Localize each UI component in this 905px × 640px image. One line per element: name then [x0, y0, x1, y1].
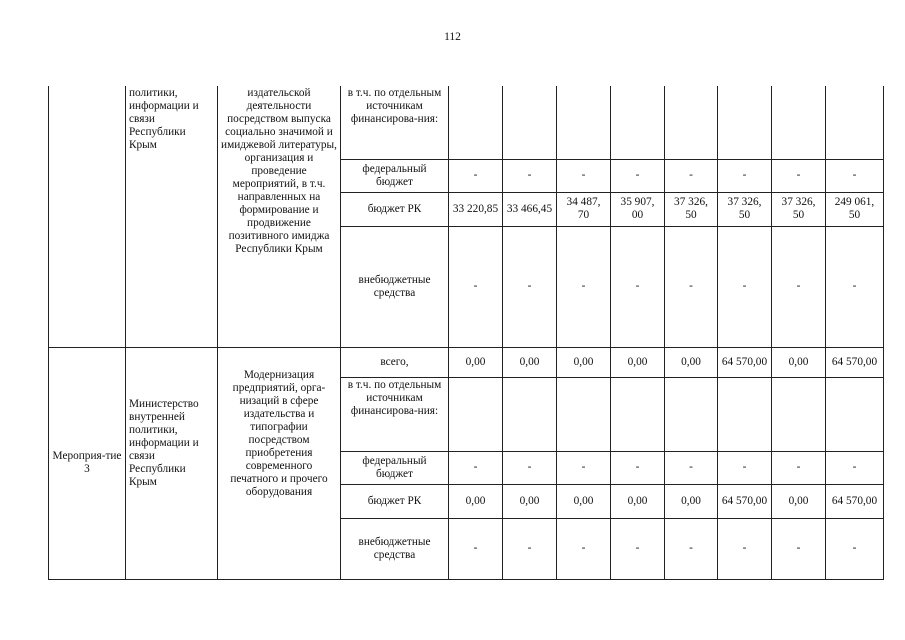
value-cell: [718, 86, 772, 159]
value-cell: -: [557, 226, 611, 347]
value-cell: [665, 377, 718, 451]
value-cell: -: [611, 159, 665, 192]
value-cell: 0,00: [503, 347, 557, 377]
value-cell: -: [557, 159, 611, 192]
value-cell: 0,00: [449, 347, 503, 377]
value-cell: -: [449, 159, 503, 192]
value-cell: 64 570,00: [718, 347, 772, 377]
value-cell: [665, 86, 718, 159]
value-cell: -: [557, 518, 611, 579]
value-cell: [449, 377, 503, 451]
value-cell: [772, 377, 826, 451]
value-cell: -: [503, 518, 557, 579]
source-cell: бюджет РК: [341, 484, 449, 518]
value-cell: -: [772, 159, 826, 192]
source-cell: всего,: [341, 347, 449, 377]
source-cell: федеральный бюджет: [341, 159, 449, 192]
executor-cell: [126, 347, 218, 579]
executor-cell: политики, информации и связи Республики Крым: [126, 86, 218, 347]
value-cell: 0,00: [772, 484, 826, 518]
budget-table: [48, 86, 884, 580]
value-cell: -: [449, 518, 503, 579]
value-cell: 64 570,00: [826, 347, 884, 377]
value-cell: -: [718, 518, 772, 579]
source-cell: в т.ч. по отдельным источникам финансирова-ния:: [341, 86, 449, 159]
event-cell: Мероприя-тие 3: [49, 347, 126, 579]
value-cell: -: [503, 451, 557, 484]
value-cell: 0,00: [665, 347, 718, 377]
description-text: Модернизация предприятий, орга-низаций в сфере издательства и типографии посредством приобретения современного печатного и прочего оборудования: [230, 368, 328, 498]
value-cell: -: [826, 451, 884, 484]
value-cell: -: [826, 226, 884, 347]
value-cell: -: [665, 518, 718, 579]
value-cell: 33 466,45: [503, 192, 557, 226]
value-cell: 0,00: [449, 484, 503, 518]
value-cell: -: [449, 451, 503, 484]
value-cell: 0,00: [557, 347, 611, 377]
value-cell: [826, 86, 884, 159]
value-cell: 64 570,00: [826, 484, 884, 518]
value-cell: 0,00: [772, 347, 826, 377]
source-cell: федеральный бюджет: [341, 451, 449, 484]
value-cell: 0,00: [611, 347, 665, 377]
value-cell: -: [772, 518, 826, 579]
spacer: [129, 349, 214, 398]
value-cell: 37 326, 50: [718, 192, 772, 226]
value-cell: -: [718, 226, 772, 347]
event-cell: [49, 86, 126, 347]
value-cell: 0,00: [611, 484, 665, 518]
value-cell: -: [665, 159, 718, 192]
value-cell: [449, 86, 503, 159]
value-cell: [611, 377, 665, 451]
value-cell: 0,00: [503, 484, 557, 518]
value-cell: 37 326, 50: [665, 192, 718, 226]
table-row: [49, 86, 884, 159]
value-cell: -: [665, 451, 718, 484]
value-cell: [772, 86, 826, 159]
value-cell: -: [826, 159, 884, 192]
value-cell: 0,00: [557, 484, 611, 518]
value-cell: -: [826, 518, 884, 579]
value-cell: -: [718, 451, 772, 484]
value-cell: [718, 377, 772, 451]
value-cell: 34 487, 70: [557, 192, 611, 226]
value-cell: -: [772, 451, 826, 484]
value-cell: -: [503, 226, 557, 347]
description-cell: [218, 347, 341, 579]
spacer: [221, 349, 337, 369]
source-cell: внебюджетные средства: [341, 518, 449, 579]
value-cell: 0,00: [665, 484, 718, 518]
value-cell: 64 570,00: [718, 484, 772, 518]
page-number: 112: [444, 31, 461, 43]
source-cell: внебюджетные средства: [341, 226, 449, 347]
source-cell: в т.ч. по отдельным источникам финансирова-ния:: [341, 377, 449, 451]
value-cell: 37 326, 50: [772, 192, 826, 226]
value-cell: -: [665, 226, 718, 347]
value-cell: -: [557, 451, 611, 484]
value-cell: [557, 86, 611, 159]
value-cell: -: [449, 226, 503, 347]
value-cell: 249 061, 50: [826, 192, 884, 226]
value-cell: [503, 377, 557, 451]
executor-text: Министерство внутренней политики, информации и связи Республики Крым: [129, 397, 199, 488]
value-cell: [557, 377, 611, 451]
value-cell: [503, 86, 557, 159]
value-cell: -: [772, 226, 826, 347]
value-cell: -: [611, 451, 665, 484]
source-cell: бюджет РК: [341, 192, 449, 226]
value-cell: -: [611, 226, 665, 347]
value-cell: [611, 86, 665, 159]
value-cell: -: [718, 159, 772, 192]
table-row: [49, 347, 884, 377]
description-cell: издательской деятельности посредством выпуска социально значимой и имиджевой литературы, организация и проведение мероприятий, в т.ч. направленных на формирование и продвижение позитивного имиджа Республики Крым: [218, 86, 341, 347]
value-cell: -: [503, 159, 557, 192]
value-cell: -: [611, 518, 665, 579]
value-cell: 35 907, 00: [611, 192, 665, 226]
value-cell: 33 220,85: [449, 192, 503, 226]
value-cell: [826, 377, 884, 451]
